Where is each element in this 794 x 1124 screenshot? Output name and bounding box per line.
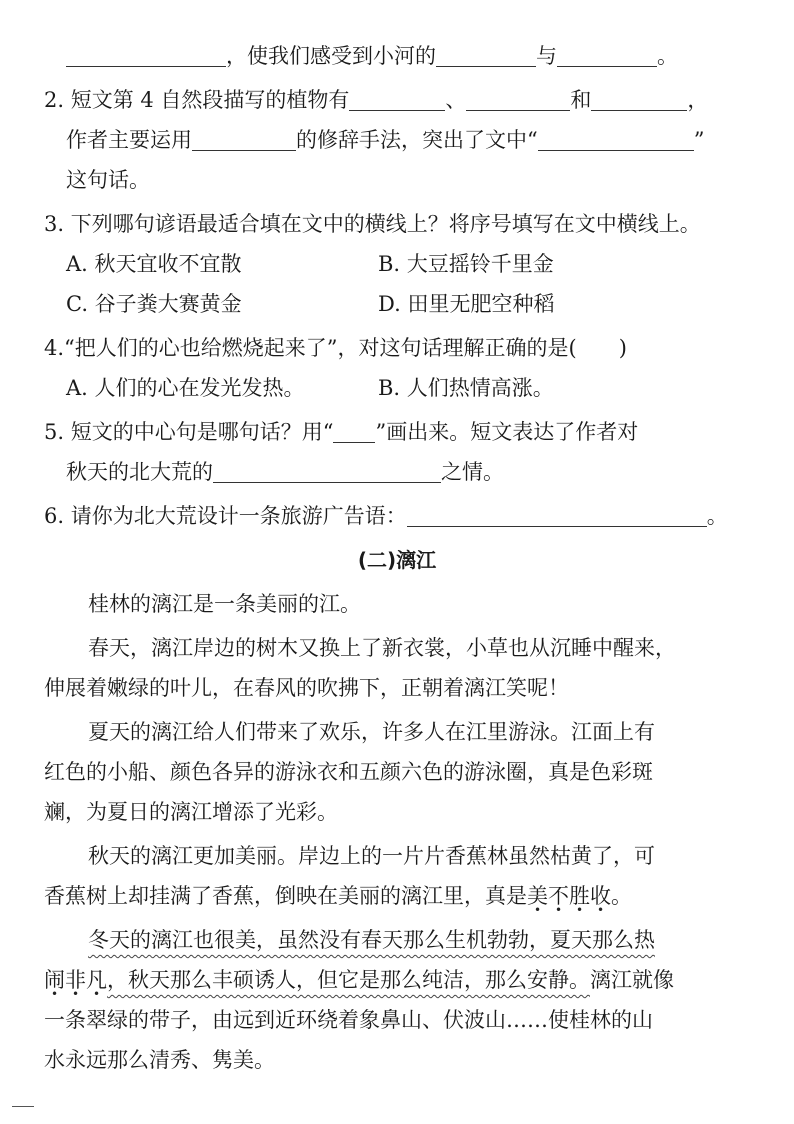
page-corner-mark [12,1106,34,1107]
q1-text: ，使我们感受到小河的 [226,44,436,68]
question-4-stem: 4.“把人们的心也给燃烧起来了”，对这句话理解正确的是( ) [44,336,627,360]
q2-answer-blank-1[interactable] [349,84,445,111]
passage-paragraph-3-line-2: 红色的小船、颜色各异的游泳衣和五颜六色的游泳圈，真是色彩斑 [44,760,653,784]
q1-answer-blank-2[interactable] [436,40,536,67]
passage-paragraph-4-line-1: 秋天的漓江更加美丽。岸边上的一片片香蕉林虽然枯黄了，可 [88,844,655,868]
q6-answer-blank[interactable] [407,500,707,527]
q5-text-3: 之情。 [441,460,504,484]
passage-paragraph-1: 桂林的漓江是一条美丽的江。 [88,592,361,616]
q2-answer-blank-5[interactable] [538,124,694,151]
q2-text: 作者主要运用 [66,128,192,152]
question-6-line [44,496,728,536]
q2-text-2: 的修辞手法，突出了文中“ [296,128,538,152]
q2-comma: ， [687,88,709,112]
question-2-line-1 [44,80,708,120]
q4-option-b[interactable]: B. 人们热情高涨。 [378,376,554,400]
q2-answer-blank-4[interactable] [192,124,296,151]
passage-paragraph-2-line-1: 春天，漓江岸边的树木又换上了新衣裳，小草也从沉睡中醒来， [88,636,676,660]
question-2-line-2 [66,120,705,160]
q6-stem: 6. 请你为北大荒设计一条旅游广告语： [44,504,407,528]
question-5-line-1 [44,412,638,452]
question-5-line-2 [66,452,504,492]
passage-paragraph-4-line-2 [44,876,632,916]
dotted-char: 不 [548,884,569,908]
question-2-line-3: 这句话。 [66,168,150,192]
q5-text-2: 秋天的北大荒的 [66,460,213,484]
q1-answer-blank-1[interactable] [66,40,226,67]
passage-paragraph-5-line-4: 水永远那么清秀、隽美。 [44,1048,275,1072]
q5-answer-blank-1[interactable] [333,416,375,443]
dotted-char: 闹 [44,968,65,992]
question-3-stem: 3. 下列哪句谚语最适合填在文中的横线上？将序号填写在文中横线上。 [44,212,701,236]
q5-text: ”画出来。短文表达了作者对 [375,420,639,444]
passage-paragraph-3-line-3: 斓，为夏日的漓江增添了光彩。 [44,800,338,824]
q6-end: 。 [706,504,728,528]
q1-text-end: 。 [657,44,678,68]
p4-text: 香蕉树上却挂满了香蕉，倒映在美丽的漓江里，真是 [44,884,527,908]
q5-stem: 5. 短文的中心句是哪句话？用“ [44,420,334,444]
central-sentence-part-1: 冬天的漓江也很美，虽然没有春天那么生机勃勃，夏天那么热 [88,928,655,952]
central-sentence-part-2 [44,968,590,992]
central-sentence-text: ，秋天那么丰硕诱人，但它是那么纯洁，那么安静。 [107,968,590,992]
q5-answer-blank-2[interactable] [213,456,441,483]
p5-text: 漓江就像 [590,968,674,992]
dotted-char: 胜 [569,884,590,908]
passage-paragraph-3-line-1: 夏天的漓江给人们带来了欢乐，许多人在江里游泳。江面上有 [88,720,655,744]
q1-answer-blank-3[interactable] [557,40,657,67]
passage-paragraph-5-line-1 [88,920,655,960]
q2-answer-blank-3[interactable] [591,84,687,111]
dotted-char: 美 [527,884,548,908]
q2-quote-end: ” [693,128,705,152]
p4-end: 。 [611,884,632,908]
q3-option-b[interactable]: B. 大豆摇铃千里金 [378,252,554,276]
q4-option-a[interactable]: A. 人们的心在发光发热。 [66,376,305,400]
q2-and: 和 [570,88,592,112]
dotted-char: 收 [590,884,611,908]
passage-paragraph-5-line-3: 一条翠绿的带子，由远到近环绕着象鼻山、伏波山……使桂林的山 [44,1008,653,1032]
q2-sep: 、 [445,88,467,112]
passage-paragraph-5-line-2 [44,960,674,1000]
section-title: (二)漓江 [357,548,437,572]
passage-paragraph-2-line-2: 伸展着嫩绿的叶儿，在春风的吹拂下，正朝着漓江笑呢！ [44,676,569,700]
q1-text-and: 与 [536,44,557,68]
q2-answer-blank-2[interactable] [466,84,570,111]
q3-option-c[interactable]: C. 谷子粪大赛黄金 [66,292,242,316]
dotted-char: 凡 [86,968,107,992]
q1-continuation-line [66,36,678,76]
q2-stem: 2. 短文第 4 自然段描写的植物有 [44,88,350,112]
dotted-char: 非 [65,968,86,992]
q3-option-a[interactable]: A. 秋天宜收不宜散 [66,252,242,276]
q3-option-d[interactable]: D. 田里无肥空种稻 [378,292,555,316]
